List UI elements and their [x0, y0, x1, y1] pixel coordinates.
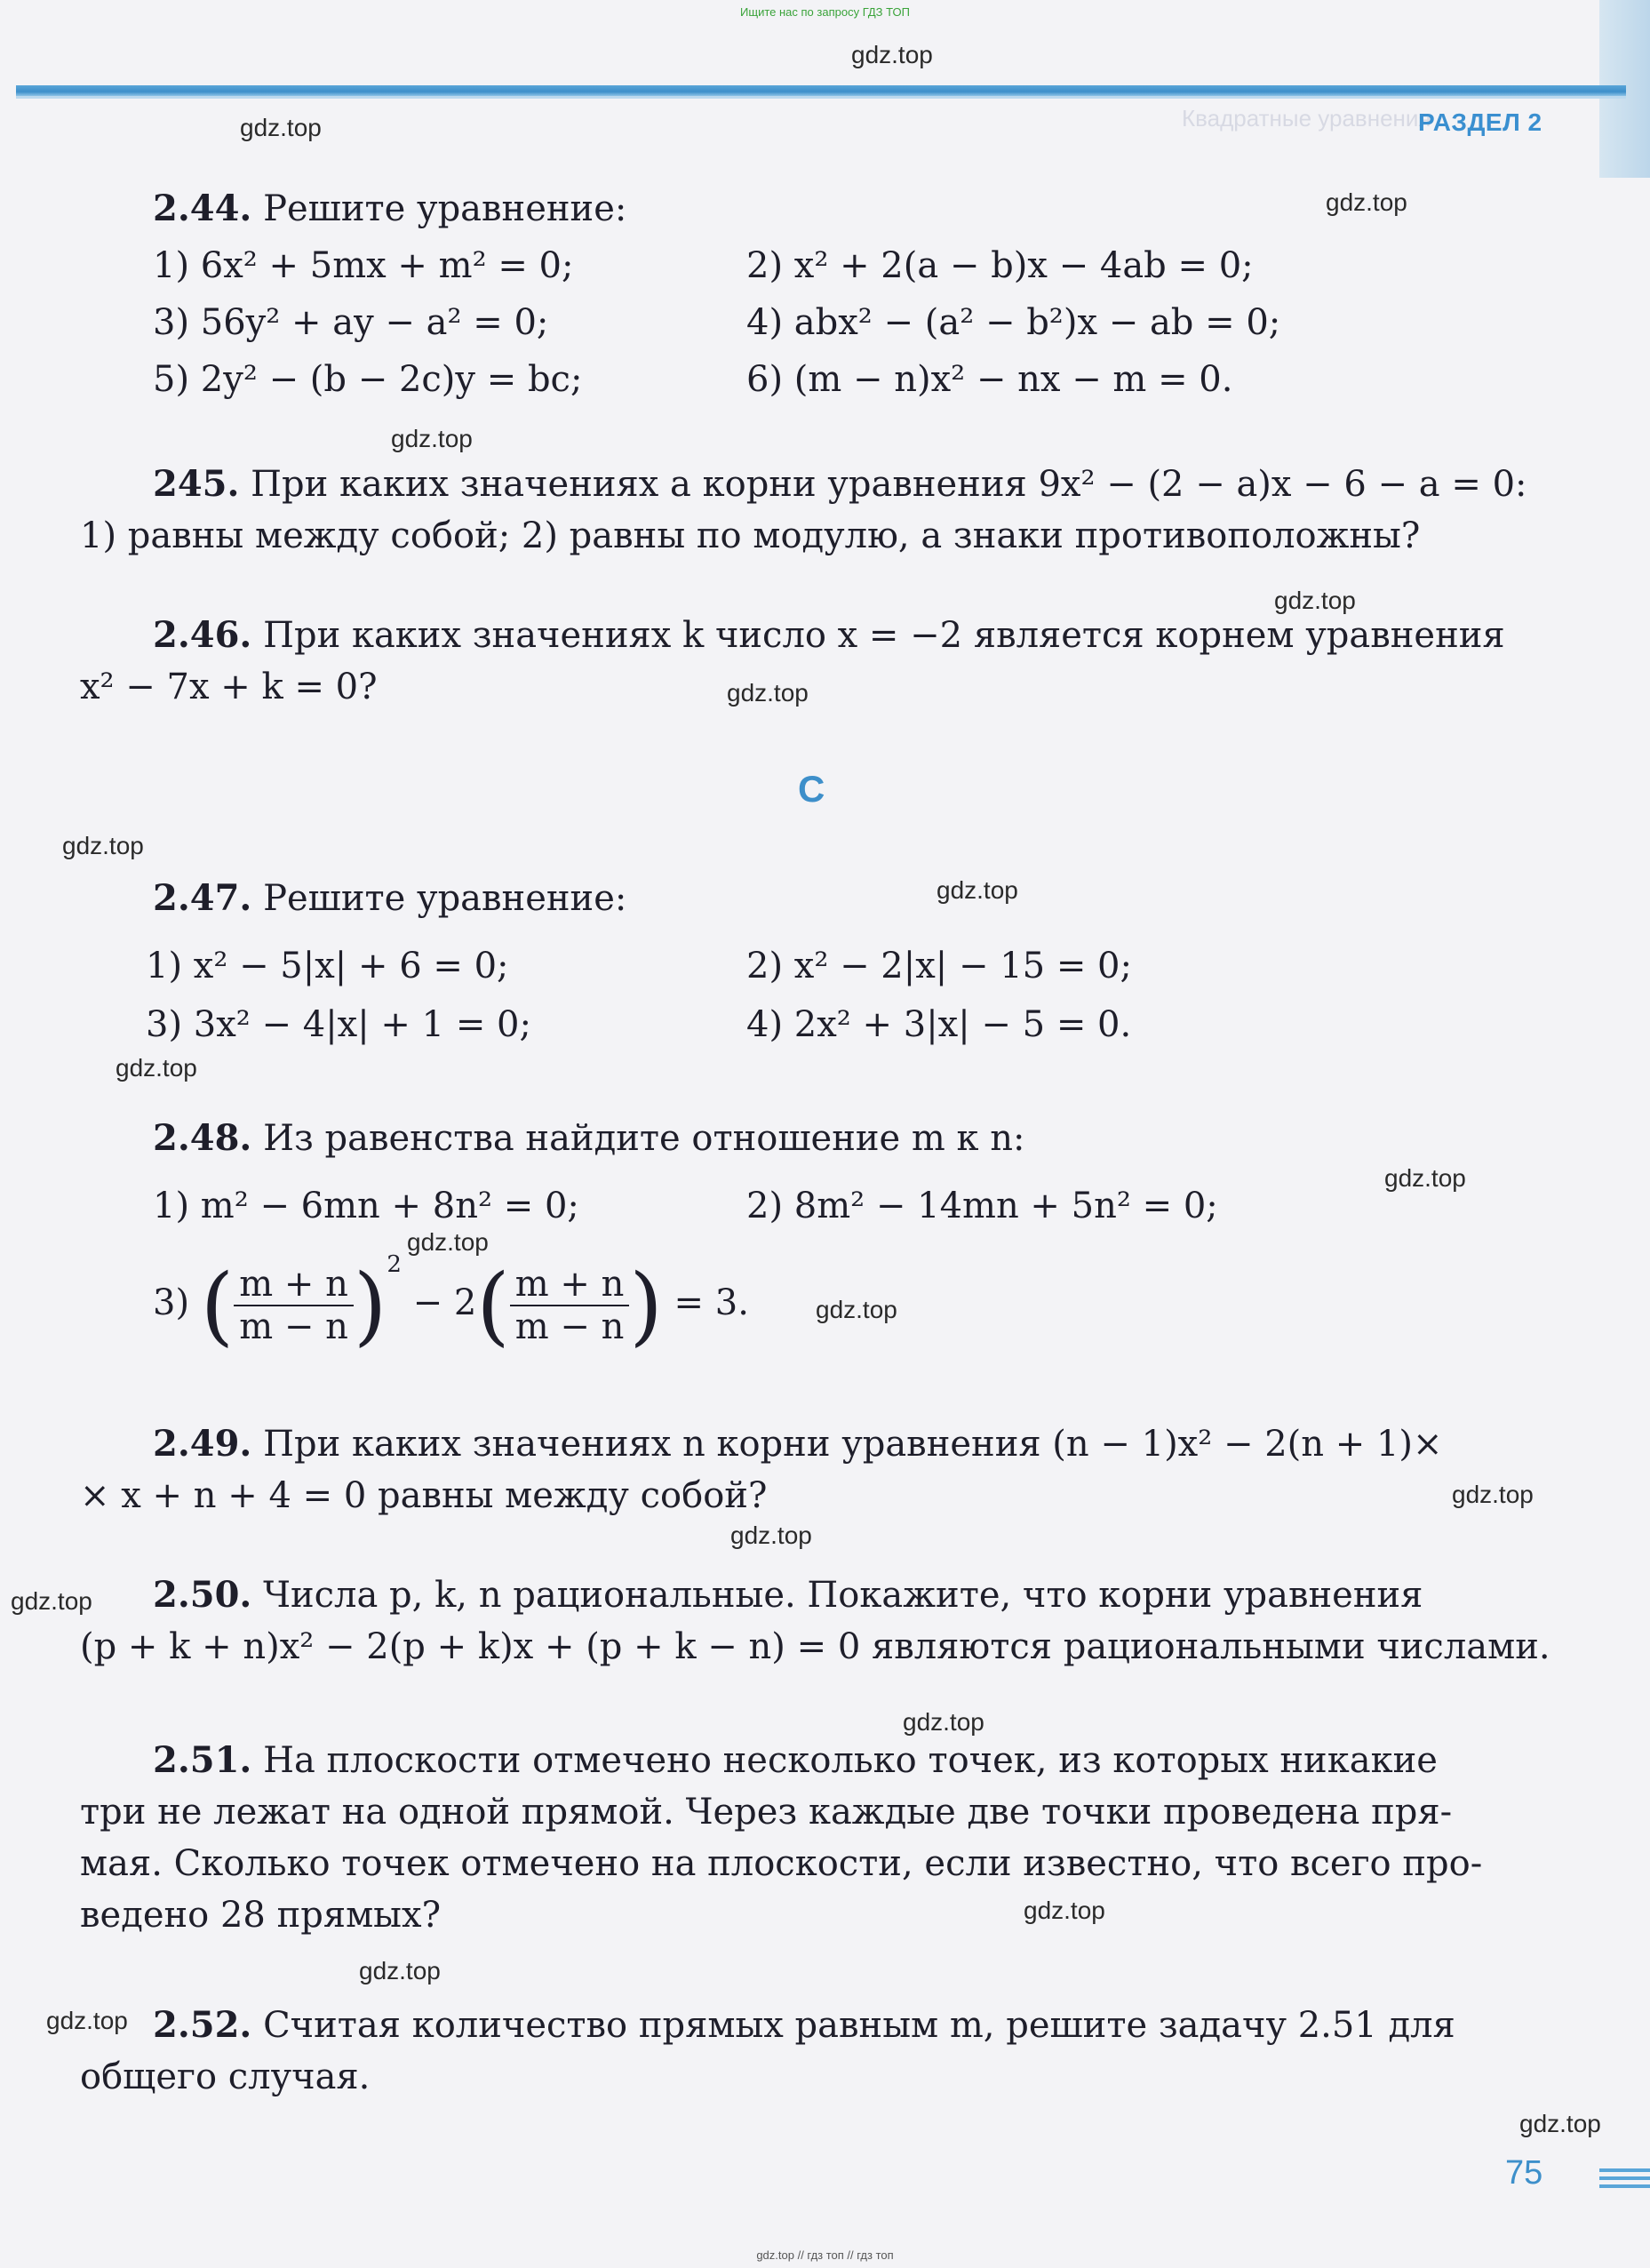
equation-item: 6) (m − n)x² − nx − m = 0. [746, 359, 1233, 400]
equation-item: 5) 2y² − (b − 2c)y = bc; [153, 359, 583, 400]
problem-text: При каких значениях k число x = −2 является корнем уравнения [263, 615, 1505, 656]
problem-text: Решите уравнение: [263, 878, 627, 919]
page-number-lines [1599, 2168, 1650, 2192]
watermark: gdz.top [1452, 1481, 1534, 1508]
watermark: gdz.top [903, 1708, 984, 1736]
watermark: gdz.top [11, 1587, 92, 1615]
page-number: 75 [1505, 2154, 1543, 2192]
problem-text-cont: (p + k + n)x² − 2(p + k)x + (p + k − n) = 0 являются рациональными числами. [80, 1626, 1550, 1667]
fraction-denominator: m − n [514, 1306, 625, 1347]
problem-text: Решите уравнение: [263, 188, 627, 229]
section-c-marker: C [798, 768, 825, 810]
problem-text-cont: x² − 7x + k = 0? [80, 667, 378, 707]
problem-number: 2.51. [153, 1739, 252, 1781]
problem-number: 2.48. [153, 1117, 252, 1159]
watermark: gdz.top [730, 1521, 812, 1549]
minus-two: − 2 [412, 1282, 477, 1323]
problem-text: На плоскости отмечено несколько точек, из которых никакие [263, 1740, 1438, 1781]
watermark: gdz.top [62, 832, 144, 859]
left-paren: ( [200, 1256, 235, 1355]
problem-2-44 [153, 183, 626, 235]
problem-number: 2.52. [153, 2004, 252, 2046]
section-label: РАЗДЕЛ 2 [1418, 108, 1542, 136]
problem-text-cont: ведено 28 прямых? [80, 1895, 442, 1936]
problem-text-cont: 1) равны между собой; 2) равны по модулю, а знаки противоположны? [80, 515, 1421, 556]
equation-item: 4) abx² − (a² − b²)x − ab = 0; [746, 302, 1281, 343]
problem-number: 2.46. [153, 614, 252, 656]
watermark: gdz.top [851, 41, 933, 68]
watermark: gdz.top [46, 2007, 128, 2034]
problem-text-cont: общего случая. [80, 2056, 371, 2097]
problem-2-47 [153, 873, 626, 924]
problem-text: Считая количество прямых равным m, решите задачу 2.51 для [263, 2005, 1455, 2046]
problem-number: 245. [153, 463, 240, 505]
watermark: gdz.top [1274, 587, 1356, 614]
problem-2-46 [153, 610, 1505, 661]
problem-number: 2.49. [153, 1423, 252, 1465]
watermark: gdz.top [240, 114, 322, 141]
problem-text: Из равенства найдите отношение m к n: [263, 1118, 1025, 1159]
watermark: gdz.top [407, 1228, 489, 1256]
equation-item: 3) 56y² + ay − a² = 0; [153, 302, 549, 343]
problem-2-49 [153, 1418, 1443, 1470]
problem-text-cont: три не лежат на одной прямой. Через каждые две точки проведена пря- [80, 1792, 1453, 1833]
watermark: gdz.top [1519, 2110, 1601, 2137]
equals-three: = 3. [674, 1282, 749, 1323]
problem-2-51 [153, 1735, 1438, 1786]
left-paren: ( [476, 1256, 510, 1355]
problem-2-48 [153, 1113, 1025, 1164]
problem-text: При каких значениях a корни уравнения 9x² − (2 − a)x − 6 − a = 0: [251, 464, 1527, 505]
watermark: gdz.top [391, 425, 473, 452]
right-paren: ) [629, 1256, 663, 1355]
header-rule [16, 85, 1626, 96]
equation-item: 2) 8m² − 14mn + 5n² = 0; [746, 1186, 1218, 1226]
equation-item: 2) x² − 2|x| − 15 = 0; [746, 946, 1132, 986]
watermark: gdz.top [816, 1296, 897, 1323]
equation-item: 2) x² + 2(a − b)x − 4ab = 0; [746, 245, 1254, 286]
equation-item: 3) 3x² − 4|x| + 1 = 0; [146, 1004, 531, 1045]
equation-item: 1) x² − 5|x| + 6 = 0; [146, 946, 509, 986]
ghost-header-title: Квадратные уравнения [1182, 105, 1431, 132]
problem-text-cont: × x + n + 4 = 0 равны между собой? [80, 1475, 768, 1516]
item-label: 3) [153, 1282, 190, 1323]
fraction-numerator: m + n [510, 1264, 630, 1306]
equation-item: 4) 2x² + 3|x| − 5 = 0. [746, 1004, 1132, 1045]
watermark: gdz.top [1384, 1164, 1466, 1192]
right-paren: ) [353, 1256, 387, 1355]
watermark: gdz.top [116, 1054, 197, 1082]
bottom-notice: gdz.top // гдз топ // гдз топ [756, 2248, 894, 2262]
fraction-numerator: m + n [234, 1264, 354, 1306]
exponent: 2 [387, 1251, 402, 1278]
problem-text-cont: мая. Сколько точек отмечено на плоскости, если известно, что всего про- [80, 1843, 1483, 1884]
watermark: gdz.top [1326, 188, 1407, 216]
watermark: gdz.top [727, 679, 809, 707]
problem-245 [153, 459, 1527, 510]
watermark: gdz.top [1024, 1897, 1105, 1924]
fraction-equation [153, 1251, 749, 1355]
header-rule-thin [16, 96, 1626, 99]
problem-2-50 [153, 1569, 1423, 1621]
equation-item: 1) m² − 6mn + 8n² = 0; [153, 1186, 579, 1226]
fraction-denominator: m − n [239, 1306, 348, 1347]
problem-text: Числа p, k, n рациональные. Покажите, что корни уравнения [263, 1575, 1423, 1616]
equation-item: 1) 6x² + 5mx + m² = 0; [153, 245, 574, 286]
problem-number: 2.50. [153, 1574, 252, 1616]
fraction [234, 1264, 354, 1347]
problem-2-52 [153, 2000, 1455, 2051]
problem-number: 2.47. [153, 877, 252, 919]
top-notice: Ищите нас по запросу ГДЗ ТОП [740, 5, 910, 19]
watermark: gdz.top [937, 876, 1018, 904]
fraction [510, 1264, 630, 1347]
problem-number: 2.44. [153, 188, 252, 229]
watermark: gdz.top [359, 1957, 441, 1984]
problem-text: При каких значениях n корни уравнения (n − 1)x² − 2(n + 1)× [263, 1424, 1443, 1465]
